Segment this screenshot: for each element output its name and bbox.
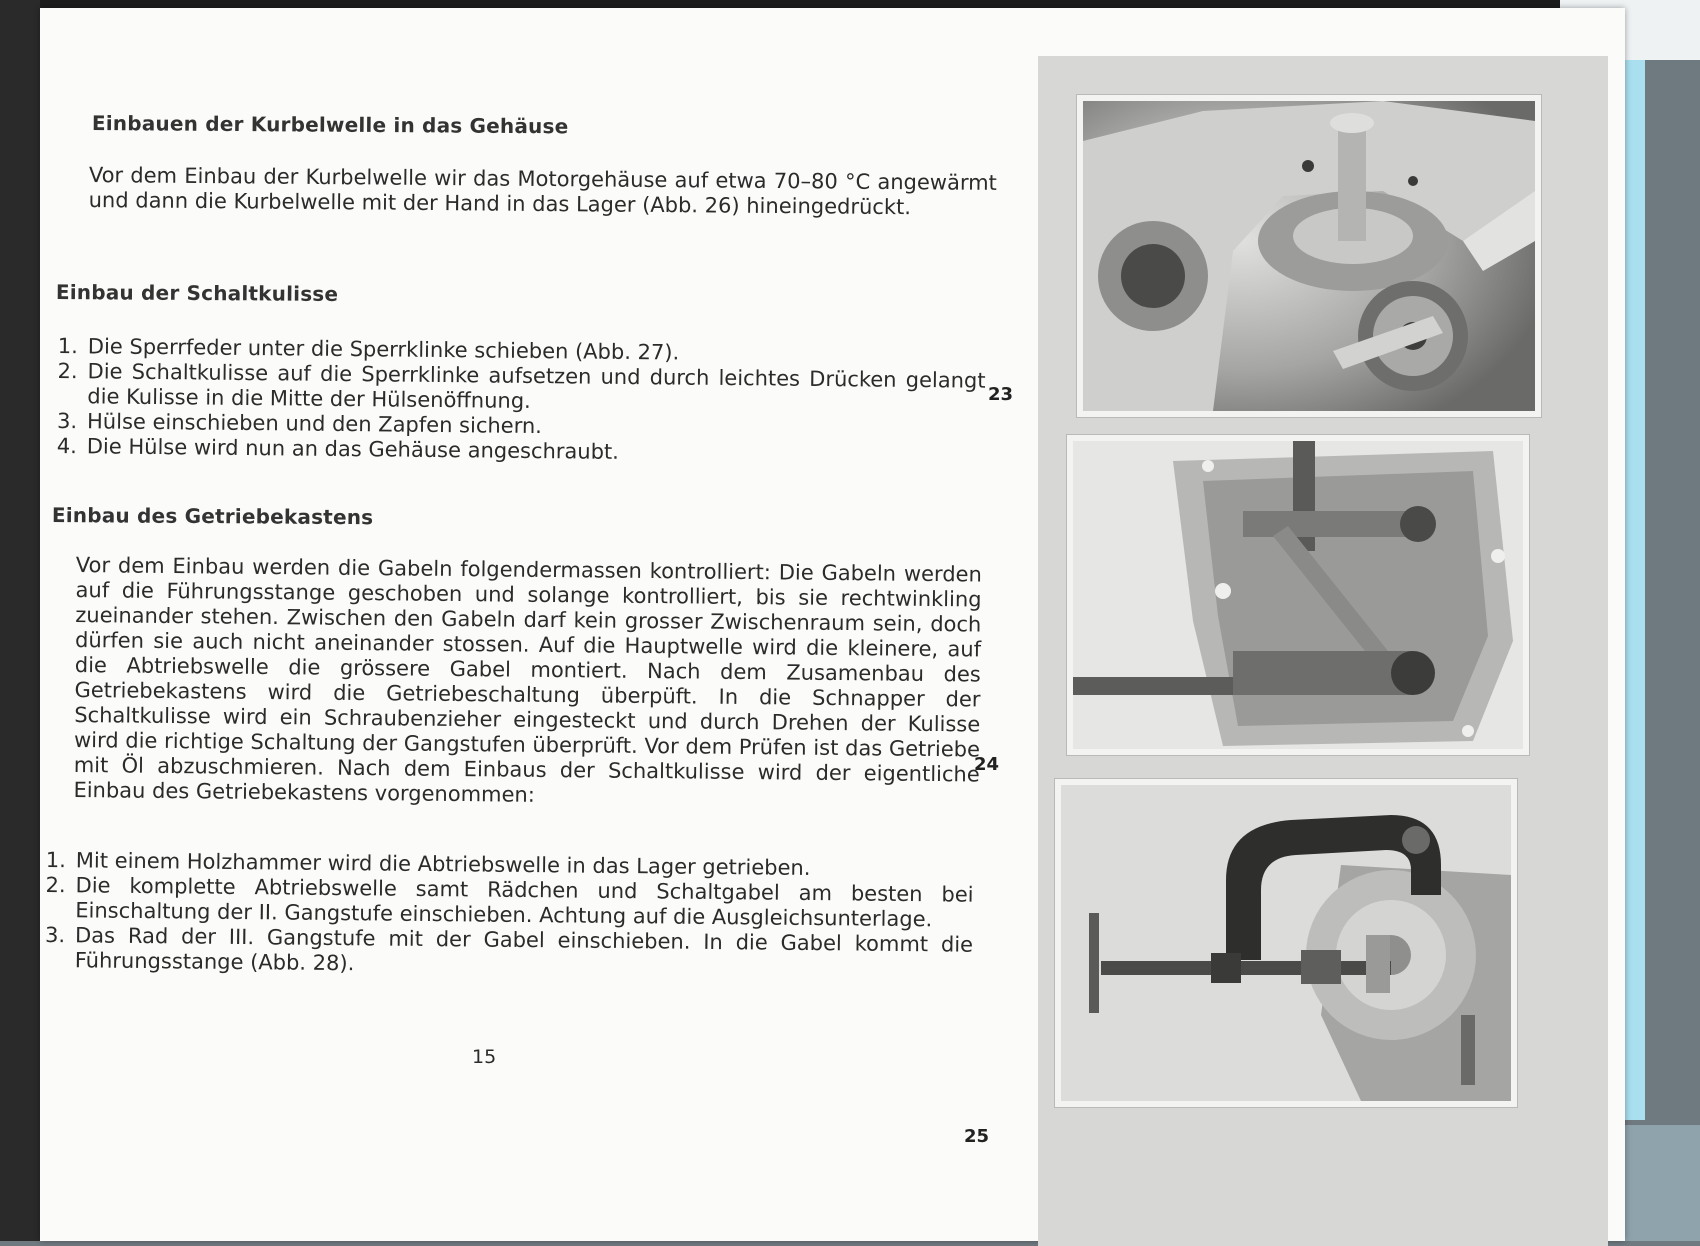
list-item: 1. Die Sperrfeder unter die Sperrklinke schieben (Abb. 27).: [57, 334, 680, 365]
text-column: [40, 8, 1030, 1241]
gearbox-shift-fork-image: [1073, 441, 1523, 749]
paragraph-getriebekasten: Vor dem Einbau werden die Gabeln folgendermassen kontrolliert: Die Gabeln werden auf die Führungsstange geschoben und solange kontrolliert, bis sie rechtwinkling zueinander stehen. Zwischen den Gabeln darf kein grosser Zwischenraum sein, doch dürfen sie auch nicht aneinander stossen. Auf die Hauptwelle wird die kleinere, auf die Abtriebswelle die grössere Gabel montiert. Nach dem Zusamenbau des Getriebekastens wird die Getriebeschaltung überpüft. In die Schnapper der Schaltkulisse wird ein Schraubenzieher eingesteckt und durch Drehen der Kulisse wird die richtige Schaltung der Gangstufen überprüft. Vor dem Prüfen ist das Getriebe mit Öl abzuschmieren. Nach dem Einbaus der Schaltkulisse wird der eigentliche Einbau des Getriebekastens vorgenommen:: [73, 553, 982, 807]
heading-getriebekasten: Einbau des Getriebekastens: [51, 503, 374, 530]
figure-label-25: 25: [964, 1126, 990, 1147]
photo-figure-23: [1076, 94, 1542, 418]
press-clamp-image: [1061, 785, 1511, 1101]
list-item: 4. Die Hülse wird nun an das Gehäuse angeschraubt.: [56, 433, 620, 464]
photo-panel: [1038, 56, 1608, 1246]
list-item: 2. Die Schaltkulisse auf die Sperrklinke aufsetzen und durch leichtes Drücken gelangt die Kulisse in die Mitte der Hülsenöffnung.: [57, 358, 986, 413]
scan-edge-top: [0, 0, 1700, 8]
manual-page: [40, 8, 1625, 1241]
list-item: 3. Hülse einschieben und den Zapfen sichern.: [56, 408, 543, 439]
figure-label-23: 23: [988, 384, 1014, 405]
heading-kurbelwelle: Einbauen der Kurbelwelle in das Gehäuse: [91, 111, 569, 139]
page-number: 15: [472, 1046, 497, 1068]
photo-figure-25: [1054, 778, 1518, 1108]
list-item: 1. Mit einem Holzhammer wird die Abtriebswelle in das Lager getrieben.: [45, 848, 811, 881]
grey-card-background: [1622, 1125, 1700, 1241]
list-schaltkulisse: [57, 334, 986, 469]
scan-edge-left: [0, 0, 40, 1241]
list-getriebekasten: [45, 848, 974, 983]
list-item: 2. Die komplette Abtriebswelle samt Rädchen und Schaltgabel am besten bei Einschaltung der II. Gangstufe einschieben. Achtung auf die Ausgleichsunterlage.: [45, 872, 974, 932]
figure-label-24: 24: [974, 754, 1000, 775]
crankcase-gears-image: [1083, 101, 1535, 411]
list-item: 3. Das Rad der III. Gangstufe mit der Gabel einschieben. In die Gabel kommt die Führungsstange (Abb. 28).: [44, 922, 974, 976]
photo-figure-24: [1066, 434, 1530, 756]
heading-schaltkulisse: Einbau der Schaltkulisse: [55, 280, 339, 306]
paragraph-kurbelwelle: Vor dem Einbau der Kurbelwelle wir das Motorgehäuse auf etwa 70–80 °C angewärmt und dann die Kurbelwelle mit der Hand in das Lager (Abb. 26) hineingedrückt.: [88, 163, 997, 220]
